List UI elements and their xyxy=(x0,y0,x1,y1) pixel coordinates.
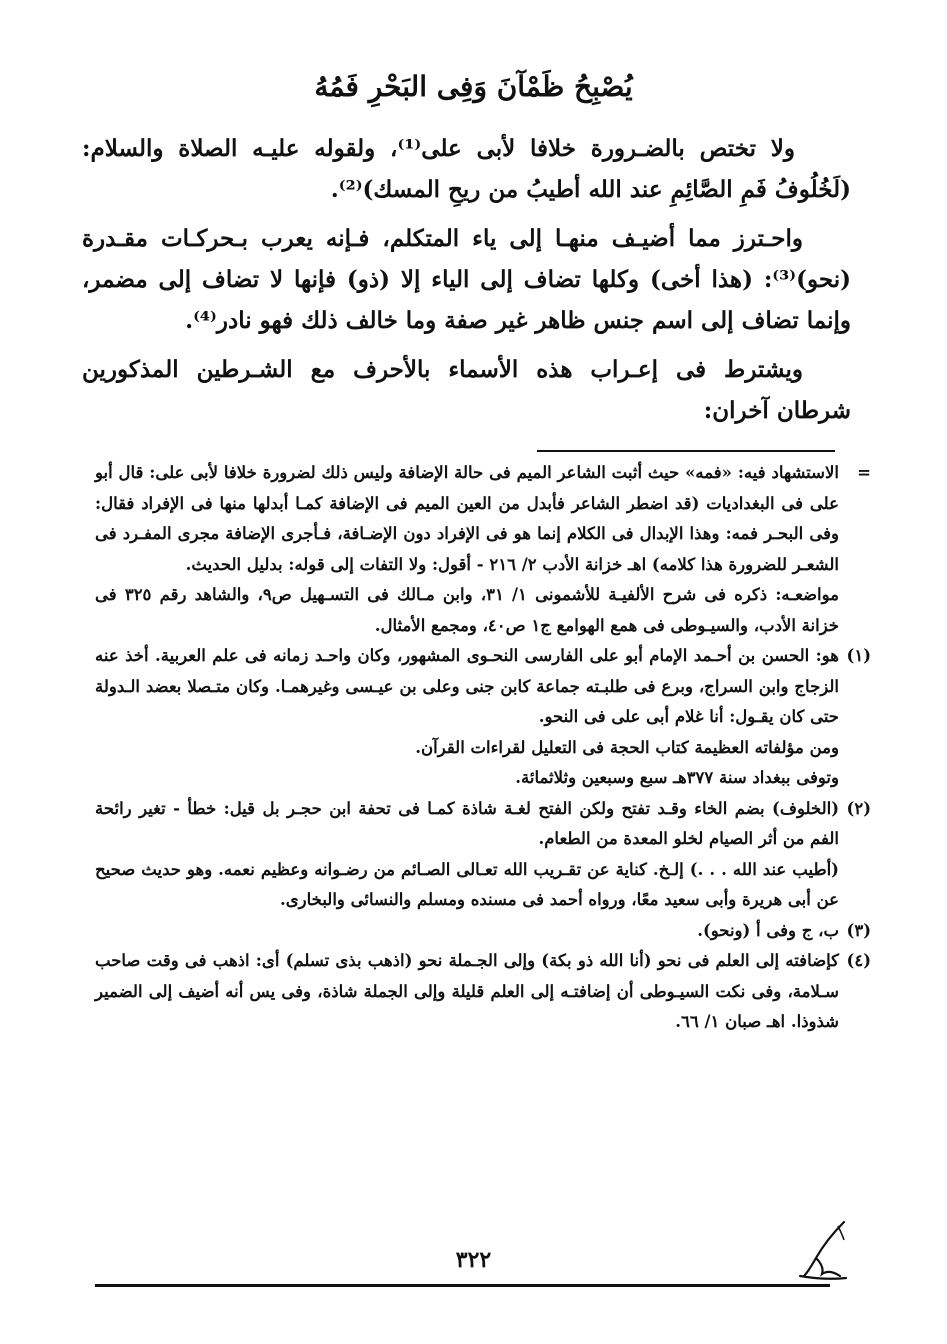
main-text xyxy=(82,128,851,439)
poetry-verse: يُصْبِحُ ظَمْآنَ وَفِى البَحْرِ فَمُهُ xyxy=(314,70,633,103)
paragraph: ولا تختص بالضـرورة خلافا لأبى على⁽¹⁾، ولقوله عليـه الصلاة والسلام: (لَخُلُوفُ فَمِ الصَّائِمِ عند الله أطيبُ من ريحِ المسك)⁽²⁾. xyxy=(82,135,851,203)
footnote-3 xyxy=(95,916,871,947)
footnote-1 xyxy=(95,641,871,794)
footnote-text: ب، ج وفى أ (ونحو). xyxy=(697,920,839,940)
page-number: ٣٢٢ xyxy=(455,1247,492,1273)
footnote-marker: (٢) xyxy=(846,798,871,818)
footnote-text: وتوفى ببغداد سنة ٣٧٧هـ سبع وسبعين وثلاثمائة. xyxy=(515,768,839,787)
paragraph: واحـترز مما أضيـف منهـا إلى ياء المتكلم، فـإنه يعرب بـحركـات مقـدرة (نحو)⁽³⁾: (هذا أخى) وكلها تضاف إلى الياء إلا (ذو) فإنها لا تضاف إلى مضمر، وإنما تضاف إلى اسم جنس ظاهر غير صفة وما خالف ذلك فهو نادر⁽⁴⁾. xyxy=(82,225,851,334)
footnote-continuation xyxy=(95,458,871,641)
footnote-text: كإضافته إلى العلم فى نحو (أنا الله ذو بكة) وإلى الجـملة نحو (اذهب بذى تسلم) أى: اذهب فى وقت صاحب سـلامة، وفى نكت السيـوطى أن إضافتـه إلى العلم قليلة وإلى الجملة شاذة، وفى يس أنه أضيف إلى الضمير شذوذا. اهـ صبان ١/ ٦٦. xyxy=(95,951,839,1031)
footnote-2 xyxy=(95,794,871,916)
footnote-text: (الخلوف) بضم الخاء وقـد تفتح ولكن الفتح لغـة شاذة كمـا فى تحفة ابن حجـر بل قيل: خطأ - تغير رائحة الفم من أثر الصيام لخلو المعدة من الطعام. xyxy=(95,798,839,848)
footnote-marker: (١) xyxy=(846,646,871,665)
footnote-separator xyxy=(537,450,835,452)
footnote-text: ومن مؤلفاته العظيمة كتاب الحجة فى التعليل لقراءات القرآن. xyxy=(415,737,839,757)
paragraph: ويشترط فى إعـراب هذه الأسماء بالأحرف مع الشـرطين المذكورين شرطان آخران: xyxy=(82,356,851,424)
footnote-marker: (٣) xyxy=(846,920,871,940)
bottom-rule xyxy=(95,1284,830,1287)
footnote-text: (أطيب عند الله . . .) إلـخ. كناية عن تقـريب الله تعـالى الصـائم من رضـوانه وعظيم نعمه. وهو حديث صحيح عن أبى هريرة وأبى سعيد معًا، ورواه أحمد فى مسنده ومسلم والنسائى والبخارى. xyxy=(95,859,839,909)
footnote-text: هو: الحسن بن أحـمد الإمام أبو على الفارسى النحـوى المشهور، وكان واحـد زمانه فى علم العربية. أخذ عنه الزجاج وابن السراج، وبرع فى طلبـته جماعة كابن جنى وعلى بن عيـسى وغيرهمـا. وكان متـصلا بعضد الـدولة حتى كان يقـول: أنا غلام أبى على فى النحو. xyxy=(95,646,839,726)
footnote-marker: (٤) xyxy=(846,951,871,970)
footnote-marker: = xyxy=(857,463,871,482)
footnotes xyxy=(95,458,871,1038)
footnote-text: الاستشهاد فيه: «فمه» حيث أثبت الشاعر الميم فى حالة الإضافة وليس ذلك لضرورة خلافا لأبى على: قال أبو على فى البغداديات (قد اضطر الشاعر فأبدل من العين الميم فى الإضافة كمـا أبدلها منها فى الإفراد فقال: وفى البحـر فمه: وهذا الإبدال فى الكلام إنما هو فى الإفراد دون الإضـافة، فـأجرى الإضافة مجرى المفـرد فى الشعـر للضرورة هذا كلامه) اهـ خزانة الأدب ٢/ ٢١٦ - أقول: ولا التفات إلى قوله: بدليل الحديث. xyxy=(95,463,839,574)
footnote-4 xyxy=(95,946,871,1038)
footnote-text: مواضعـه: ذكره فى شرح الألفيـة للأشمونى ١/ ٣١، وابن مـالك فى التسـهيل ص٩، والشاهد رقم ٣٢٥ فى خزانة الأدب، والسيـوطى فى همع الهوامع ج١ ص٤٠، ومجمع الأمثال. xyxy=(95,585,840,635)
